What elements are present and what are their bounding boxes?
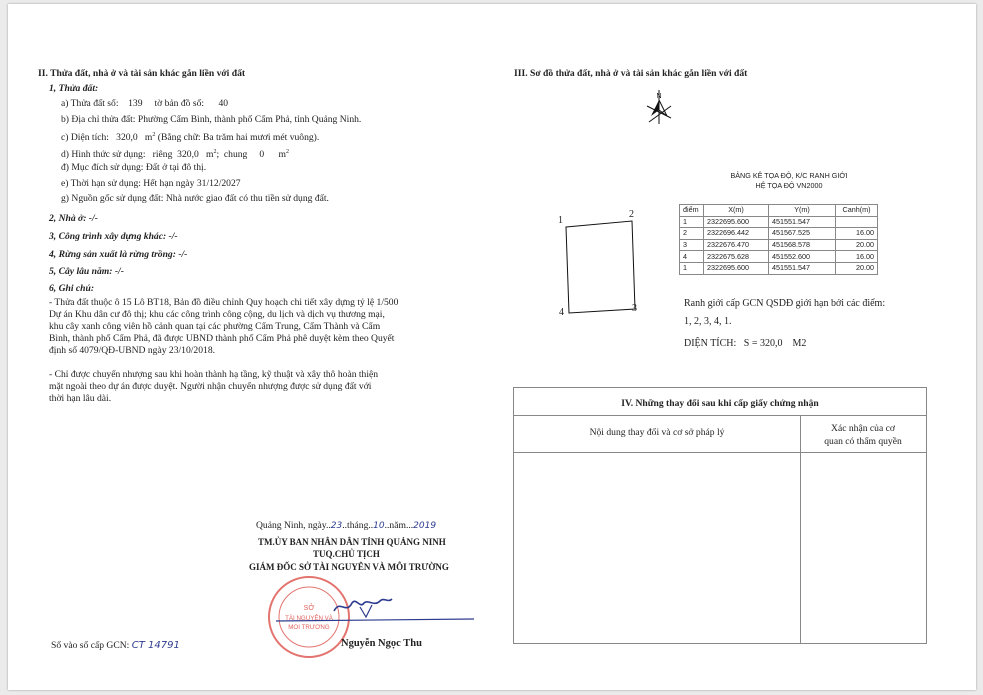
note-line: Bình, thành phố Cẩm Phả, đã được UBND thành phố Cẩm Phả phê duyệt kèm theo Quyết xyxy=(49,333,395,344)
area-unit-exponent: 2 xyxy=(152,132,156,138)
date-prefix: Quảng Ninh, ngày.. xyxy=(256,520,331,531)
plot-label-1: 1 xyxy=(558,215,563,226)
date-day: 23 xyxy=(330,521,343,531)
divider xyxy=(514,415,926,416)
registry-value: CT 14791 xyxy=(131,640,180,651)
date-month: 10 xyxy=(373,521,385,531)
coordinate-table xyxy=(679,204,878,275)
note-line: khu cây xanh công viên hồ cảnh quan tại các phường Cẩm Trung, Cẩm Thành và Cẩm xyxy=(49,321,381,332)
plot-label-4: 4 xyxy=(559,307,564,318)
total-area: DIỆN TÍCH: S = 320,0 M2 xyxy=(684,338,807,349)
cell-x: 2322695.600 xyxy=(704,216,769,228)
usage-private: d) Hình thức sử dụng: riêng 320,0 m xyxy=(61,149,214,161)
signing-date xyxy=(256,520,436,532)
perennial-line: 5, Cây lâu năm: -/- xyxy=(49,266,124,277)
cell-x: 2322676.470 xyxy=(704,239,769,251)
north-arrow-icon xyxy=(644,88,674,128)
col-header-y: Y(m) xyxy=(769,205,836,217)
date-year: 2019 xyxy=(413,521,437,531)
changes-box xyxy=(513,387,927,644)
boundary-text-2: 1, 2, 3, 4, 1. xyxy=(684,316,732,327)
confirm-line-2: quan có thẩm quyền xyxy=(824,436,902,447)
parcel-address: b) Địa chỉ thửa đất: Phường Cẩm Bình, thành phố Cẩm Phả, tỉnh Quảng Ninh. xyxy=(61,114,362,125)
divider xyxy=(514,452,926,453)
usage-purpose: đ) Mục đích sử dụng: Đất ở tại đô thị. xyxy=(61,162,207,173)
cell-x: 2322695.600 xyxy=(704,262,769,274)
issuing-org: TM.ỦY BAN NHÂN DÂN TỈNH QUẢNG NINH xyxy=(258,537,446,547)
registry-number xyxy=(51,640,180,652)
parcel-heading: 1, Thửa đất: xyxy=(49,83,99,94)
section-iv-title: IV. Những thay đổi sau khi cấp giấy chứng nhận xyxy=(621,398,819,409)
handwritten-signature xyxy=(276,589,476,629)
usage-exponent-2: 2 xyxy=(286,149,289,155)
cell-edge: 20.00 xyxy=(836,239,878,251)
signer-title: GIÁM ĐỐC SỞ TÀI NGUYÊN VÀ MÔI TRƯỜNG xyxy=(249,562,449,572)
svg-text:MÔI TRƯỜNG: MÔI TRƯỜNG xyxy=(288,624,330,631)
cell-point: 1 xyxy=(680,216,704,228)
forest-line: 4, Rừng sản xuất là rừng trồng: -/- xyxy=(49,249,188,260)
date-month-label: ..tháng.. xyxy=(342,520,374,531)
notes-paragraph-2 xyxy=(49,369,378,405)
section-ii-title: II. Thửa đất, nhà ở và tài sản khác gắn liền với đất xyxy=(38,68,246,79)
note-line: - Thửa đất thuộc ô 15 Lô BT18, Bản đồ điều chỉnh Quy hoạch chi tiết xây dựng tỷ lệ 1/500 xyxy=(49,297,399,308)
parcel-number: a) Thửa đất số: 139 tờ bản đồ số: 40 xyxy=(61,98,229,109)
svg-text:SỞ: SỞ xyxy=(303,605,315,612)
confirm-line-1: Xác nhận của cơ xyxy=(831,423,895,434)
usage-origin: g) Nguồn gốc sử dụng đất: Nhà nước giao đất có thu tiền sử dụng đất. xyxy=(61,193,329,204)
svg-text:N: N xyxy=(656,93,662,100)
usage-form xyxy=(61,146,289,161)
note-line: Dự án Khu dân cư đô thị; khu các công trình công cộng, du lịch và dịch vụ thương mại, xyxy=(49,309,385,320)
cell-edge: 16.00 xyxy=(836,228,878,240)
cell-edge: 20.00 xyxy=(836,262,878,274)
plot-label-3: 3 xyxy=(632,303,637,314)
table-row xyxy=(680,239,878,251)
note-line: mặt ngoài theo dự án được duyệt. Người nhận chuyển nhượng được sử dụng đất với xyxy=(49,381,372,392)
table-row xyxy=(680,251,878,263)
cell-point: 1 xyxy=(680,262,704,274)
cell-y: 451568.578 xyxy=(769,239,836,251)
area-in-words: (Bằng chữ: Ba trăm hai mươi mét vuông). xyxy=(155,132,320,144)
plot-label-2: 2 xyxy=(629,209,634,220)
signer-name: Nguyễn Ngọc Thu xyxy=(341,638,422,649)
changes-col-content: Nội dung thay đổi và cơ sở pháp lý xyxy=(589,427,725,438)
cell-y: 451551.547 xyxy=(769,262,836,274)
cell-x: 2322696.442 xyxy=(704,228,769,240)
table-row xyxy=(680,216,878,228)
cell-y: 451567.525 xyxy=(769,228,836,240)
cell-y: 451552.600 xyxy=(769,251,836,263)
cell-point: 2 xyxy=(680,228,704,240)
usage-exponent-1: 2 xyxy=(213,149,217,155)
notes-paragraph-1 xyxy=(49,297,398,357)
coord-table-title xyxy=(719,171,859,190)
table-row xyxy=(680,262,878,274)
col-header-point: điểm xyxy=(680,205,704,217)
boundary-text-1: Ranh giới cấp GCN QSDĐ giới hạn bởi các điểm: xyxy=(684,298,886,309)
coord-table-title-1: BẢNG KÊ TỌA ĐỘ, K/C RANH GIỚI xyxy=(730,171,848,180)
cell-point: 4 xyxy=(680,251,704,263)
cell-y: 451551.547 xyxy=(769,216,836,228)
cell-point: 3 xyxy=(680,239,704,251)
house-line: 2, Nhà ở: -/- xyxy=(49,213,98,224)
cell-edge xyxy=(836,216,878,228)
table-row xyxy=(680,228,878,240)
cell-edge: 16.00 xyxy=(836,251,878,263)
note-line: thời hạn lâu dài. xyxy=(49,393,112,404)
plot-sketch xyxy=(548,204,658,324)
date-year-label: ..năm... xyxy=(384,520,414,531)
section-iii-title: III. Sơ đồ thửa đất, nhà ở và tài sản khác gắn liền với đất xyxy=(514,68,748,79)
note-line: định số 4079/QĐ-UBND ngày 23/10/2018. xyxy=(49,345,216,356)
col-header-edge: Canh(m) xyxy=(836,205,878,217)
coord-table-title-2: HỆ TỌA ĐỘ VN2000 xyxy=(755,180,823,190)
notes-heading: 6, Ghi chú: xyxy=(49,283,95,294)
changes-col-confirm xyxy=(800,422,926,448)
col-header-x: X(m) xyxy=(704,205,769,217)
usage-shared: ; chung 0 m xyxy=(216,149,286,161)
column-divider xyxy=(800,415,801,643)
area-value: c) Diện tích: 320,0 m xyxy=(61,132,153,144)
construction-line: 3, Công trình xây dựng khác: -/- xyxy=(49,231,178,242)
signer-role: TUQ.CHỦ TỊCH xyxy=(313,549,380,559)
svg-text:TÀI NGUYÊN VÀ: TÀI NGUYÊN VÀ xyxy=(285,615,333,622)
registry-label: Số vào sổ cấp GCN: xyxy=(51,640,132,651)
certificate-sheet xyxy=(8,4,976,690)
note-line: - Chỉ được chuyển nhượng sau khi hoàn thành hạ tầng, kỹ thuật và xây thô hoàn thiện xyxy=(49,369,379,380)
table-header-row xyxy=(680,205,878,217)
parcel-area xyxy=(61,129,319,144)
usage-duration: e) Thời hạn sử dụng: Hết hạn ngày 31/12/2027 xyxy=(61,178,241,189)
cell-x: 2322675.628 xyxy=(704,251,769,263)
